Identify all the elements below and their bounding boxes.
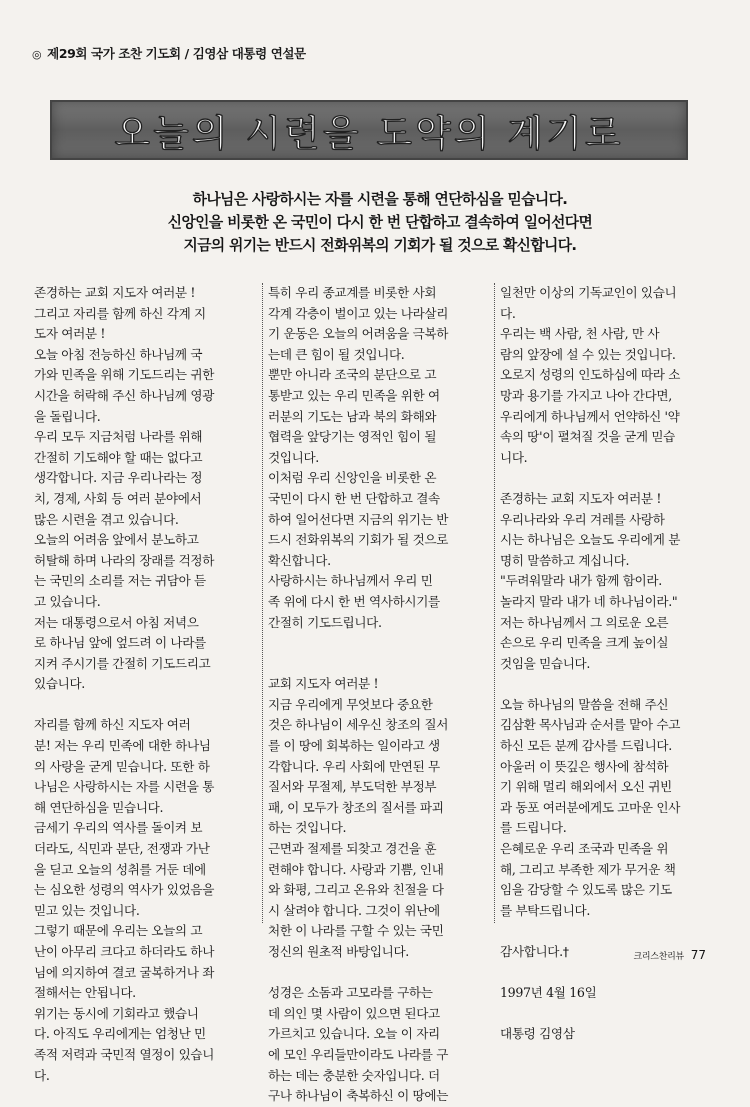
text-column-2 xyxy=(268,283,494,1107)
text-line: 과 동포 여러분에게도 고마운 인사 xyxy=(500,799,681,815)
text-line: 시간을 허락해 주신 하나님께 영광 xyxy=(34,387,215,403)
text-line: 기 운동은 오늘의 어려움을 극복하 xyxy=(268,326,449,342)
text-line: 간절히 기도해야 할 때는 없다고 xyxy=(34,449,203,465)
text-line: 금세기 우리의 역사를 돌이켜 보 xyxy=(34,820,203,836)
text-line: 족 위에 다시 한 번 역사하시기를 xyxy=(268,593,440,609)
paragraph-gap xyxy=(268,633,494,654)
page-title: 오늘의 시련을 도약의 계기로 xyxy=(114,112,624,155)
text-line: 존경하는 교회 지도자 여러분 ! xyxy=(34,285,196,300)
text-line: 국민이 다시 한 번 단합하고 결속 xyxy=(268,490,440,506)
text-line: 존경하는 교회 지도자 여러분 ! xyxy=(500,490,662,506)
text-line: 는데 큰 힘이 될 것입니다. xyxy=(268,346,405,362)
text-line: 족적 저력과 국민적 열정이 있습니 xyxy=(34,1046,215,1062)
header-label xyxy=(32,44,306,62)
text-line: 절해서는 안됩니다. xyxy=(34,985,136,1001)
text-line: 감사합니다.† xyxy=(500,944,569,959)
text-line: 난이 아무리 크다고 하더라도 하나 xyxy=(34,944,215,959)
header-text: 제29회 국가 조찬 기도회 / 김영삼 대통령 연설문 xyxy=(47,46,306,61)
text-line: 통받고 있는 우리 민족을 위한 여 xyxy=(268,387,440,403)
paragraph-gap xyxy=(34,695,260,716)
text-line: 손으로 우리 민족을 크게 높이실 xyxy=(500,635,669,651)
text-line: 특히 우리 종교계를 비롯한 사회 xyxy=(268,285,437,300)
text-line: 오늘 아침 전능하신 하나님께 국 xyxy=(34,346,203,362)
title-banner xyxy=(50,100,688,160)
text-line: 구나 하나님이 축복하신 이 땅에는 xyxy=(268,1088,449,1104)
text-line: 다. 아직도 우리에게는 엄청난 민 xyxy=(34,1026,206,1042)
text-line: 오늘의 어려움 앞에서 분노하고 xyxy=(34,532,199,548)
text-line: 임을 감당할 수 있도록 많은 기도 xyxy=(500,882,672,898)
text-line: 람의 앞장에 설 수 있는 것입니다. xyxy=(500,346,676,362)
text-line: 뿐만 아니라 조국의 분단으로 고 xyxy=(268,367,437,383)
subtitle-line: 지금의 위기는 반드시 전화위복의 기회가 될 것으로 확신합니다. xyxy=(183,237,577,254)
text-line: 와 화평, 그리고 온유와 친절을 다 xyxy=(268,882,444,898)
text-line: 우리 모두 지금처럼 나라를 위해 xyxy=(34,429,203,445)
page-number: 77 xyxy=(690,948,706,962)
text-line: 많은 시련을 겪고 있습니다. xyxy=(34,511,179,527)
text-line: 가와 민족을 위해 기도드리는 귀한 xyxy=(34,367,215,383)
text-line: 이처럼 우리 신앙인을 비롯한 온 xyxy=(268,470,437,486)
text-line: 자리를 함께 하신 지도자 여러 xyxy=(34,717,191,733)
text-line: 그리고 자리를 함께 하신 각계 지 xyxy=(34,305,206,321)
text-line: 에 모인 우리들만이라도 나라를 구 xyxy=(268,1046,449,1062)
text-line: 로 하나님 앞에 엎드려 이 나라를 xyxy=(34,635,206,651)
text-line: 패, 이 모두가 창조의 질서를 파괴 xyxy=(268,799,444,815)
text-line: 생각합니다. 지금 우리나라는 정 xyxy=(34,470,203,486)
text-line: 정신의 원초적 바탕입니다. xyxy=(268,944,409,959)
text-line: 의 사랑을 굳게 믿습니다. 또한 하 xyxy=(34,758,210,774)
text-line: 교회 지도자 여러분 ! xyxy=(268,676,379,692)
text-line: 더라도, 식민과 분단, 전쟁과 가난 xyxy=(34,841,210,857)
text-line: 위기는 동시에 기회라고 했습니 xyxy=(34,1005,199,1021)
text-column-1 xyxy=(34,283,260,1086)
text-line: 다. xyxy=(34,1067,50,1083)
text-line: 하는 데는 충분한 숫자입니다. 더 xyxy=(268,1067,440,1083)
text-line: 김삼환 목사님과 순서를 맡아 수고 xyxy=(500,717,681,733)
bullet-icon: ◎ xyxy=(32,48,42,61)
paragraph-gap xyxy=(500,963,712,984)
text-line: 시는 하나님은 오늘도 우리에게 분 xyxy=(500,532,681,548)
text-line: 분! 저는 우리 민족에 대한 하나님 xyxy=(34,738,211,754)
text-line: 시 살려야 합니다. 그것이 위난에 xyxy=(268,902,440,918)
text-line: 망과 용기를 가지고 나아 간다면, xyxy=(500,387,672,403)
text-line: 질서와 무절제, 부도덕한 부정부 xyxy=(268,779,437,795)
text-line: 을 돌립니다. xyxy=(34,408,101,424)
text-line: 각계 각층이 벌이고 있는 나라살리 xyxy=(268,305,449,321)
text-line: 저는 대통령으로서 아침 저녁으 xyxy=(34,614,199,630)
text-line: 각합니다. 우리 사회에 만연된 무 xyxy=(268,758,440,774)
text-line: 우리는 백 사람, 천 사람, 만 사 xyxy=(500,326,660,342)
text-line: "두려워말라 내가 함께 함이라. xyxy=(500,573,662,589)
paragraph-gap xyxy=(500,1004,712,1025)
text-line: 명히 말씀하고 계십니다. xyxy=(500,552,630,568)
text-line: 처한 이 나라를 구할 수 있는 국민 xyxy=(268,923,444,939)
text-line: 오로지 성령의 인도하심에 따라 소 xyxy=(500,367,681,383)
text-line: 사랑하시는 하나님께서 우리 민 xyxy=(268,573,433,589)
text-line: 나님은 사랑하시는 자를 시련을 통 xyxy=(34,779,215,795)
text-line: 저는 하나님께서 그 의로운 오른 xyxy=(500,614,669,630)
text-line: 을 딛고 오늘의 성취를 거둔 데에 xyxy=(34,861,206,877)
text-line: 은혜로운 우리 조국과 민족을 위 xyxy=(500,841,669,857)
text-line: 것은 하나님이 세우신 창조의 질서 xyxy=(268,717,449,733)
text-line: 해, 그리고 부족한 제가 무거운 책 xyxy=(500,861,676,877)
text-line: 러분의 기도는 남과 북의 화해와 xyxy=(268,408,437,424)
text-line: 하는 것입니다. xyxy=(268,820,347,836)
text-line: 도자 여러분 ! xyxy=(34,326,106,342)
text-line: 니다. xyxy=(500,449,528,465)
subtitle-line: 신앙인을 비롯한 온 국민이 다시 한 번 단합하고 결속하여 일어선다면 xyxy=(167,214,593,231)
text-line: 아울러 이 뜻깊은 행사에 참석하 xyxy=(500,758,669,774)
paragraph-gap xyxy=(268,654,494,675)
text-line: 기 위해 멀리 해외에서 오신 귀빈 xyxy=(500,779,672,795)
text-line: 일천만 이상의 기독교인이 있습니 xyxy=(500,285,677,300)
text-line: 확신합니다. xyxy=(268,552,331,568)
text-line: 다. xyxy=(500,305,516,321)
text-line: 믿고 있는 것입니다. xyxy=(34,902,140,918)
text-line: 지금 우리에게 무엇보다 중요한 xyxy=(268,696,433,712)
subtitle-block xyxy=(60,188,700,257)
text-line: 것임을 믿습니다. xyxy=(500,655,591,671)
text-line: 1997년 4월 16일 xyxy=(500,985,597,1001)
text-line: 우리에게 하나님께서 언약하신 '약 xyxy=(500,408,680,424)
text-line: 그렇기 때문에 우리는 오늘의 고 xyxy=(34,923,203,939)
text-line: 속의 땅'이 펼쳐질 것을 굳게 믿습 xyxy=(500,429,675,445)
text-line: 있습니다. xyxy=(34,676,85,692)
cross-icon: † xyxy=(562,944,569,959)
text-line: 지켜 주시기를 간절히 기도드리고 xyxy=(34,655,211,671)
text-line: 가르치고 있습니다. 오늘 이 자리 xyxy=(268,1026,440,1042)
text-line: 고 있습니다. xyxy=(34,593,101,609)
paragraph-gap xyxy=(500,921,712,942)
text-line: 련해야 합니다. 사랑과 기쁨, 인내 xyxy=(268,861,444,877)
page-footer xyxy=(634,948,706,962)
text-line: 를 드립니다. xyxy=(500,820,567,836)
text-line: 를 이 땅에 회복하는 일이라고 생 xyxy=(268,738,440,754)
publication-name: 크리스찬리뷰 xyxy=(633,952,684,962)
text-line: 는 국민의 소리를 저는 귀담아 듣 xyxy=(34,573,206,589)
text-line: 성경은 소돔과 고모라를 구하는 xyxy=(268,985,433,1001)
text-line: 놀라지 말라 내가 네 하나님이라." xyxy=(500,593,678,609)
text-line: 데 의인 몇 사람이 있으면 된다고 xyxy=(268,1005,440,1021)
text-line: 하여 일어선다면 지금의 위기는 반 xyxy=(268,511,449,527)
text-line: 협력을 앞당기는 영적인 힘이 될 xyxy=(268,429,437,445)
text-line: 허탈해 하며 나라의 장래를 걱정하 xyxy=(34,552,215,568)
column-divider xyxy=(494,283,495,923)
paragraph-gap xyxy=(500,468,712,489)
text-line: 는 심오한 성령의 역사가 있었음을 xyxy=(34,882,215,898)
column-divider xyxy=(262,283,263,923)
text-line: 대통령 김영삼 xyxy=(500,1026,575,1042)
subtitle-line: 하나님은 사랑하시는 자를 시련을 통해 연단하심을 믿습니다. xyxy=(192,191,568,208)
text-line: 오늘 하나님의 말씀을 전해 주신 xyxy=(500,696,669,712)
text-line: 님에 의지하여 결코 굴복하거나 좌 xyxy=(34,964,215,980)
text-line: 근면과 절제를 되찾고 경건을 훈 xyxy=(268,841,437,857)
paragraph-gap xyxy=(268,963,494,984)
text-line: 해 연단하심을 믿습니다. xyxy=(34,799,164,815)
text-line: 치, 경제, 사회 등 여러 분야에서 xyxy=(34,490,202,506)
text-line: 하신 모든 분께 감사를 드립니다. xyxy=(500,738,672,754)
paragraph-gap xyxy=(500,674,712,695)
text-column-3 xyxy=(500,283,712,1045)
text-line: 드시 전화위복의 기회가 될 것으로 xyxy=(268,532,449,548)
text-line: 간절히 기도드립니다. xyxy=(268,614,382,630)
text-line: 를 부탁드립니다. xyxy=(500,902,591,918)
text-line: 것입니다. xyxy=(268,449,319,465)
text-line: 우리나라와 우리 겨레를 사랑하 xyxy=(500,511,665,527)
